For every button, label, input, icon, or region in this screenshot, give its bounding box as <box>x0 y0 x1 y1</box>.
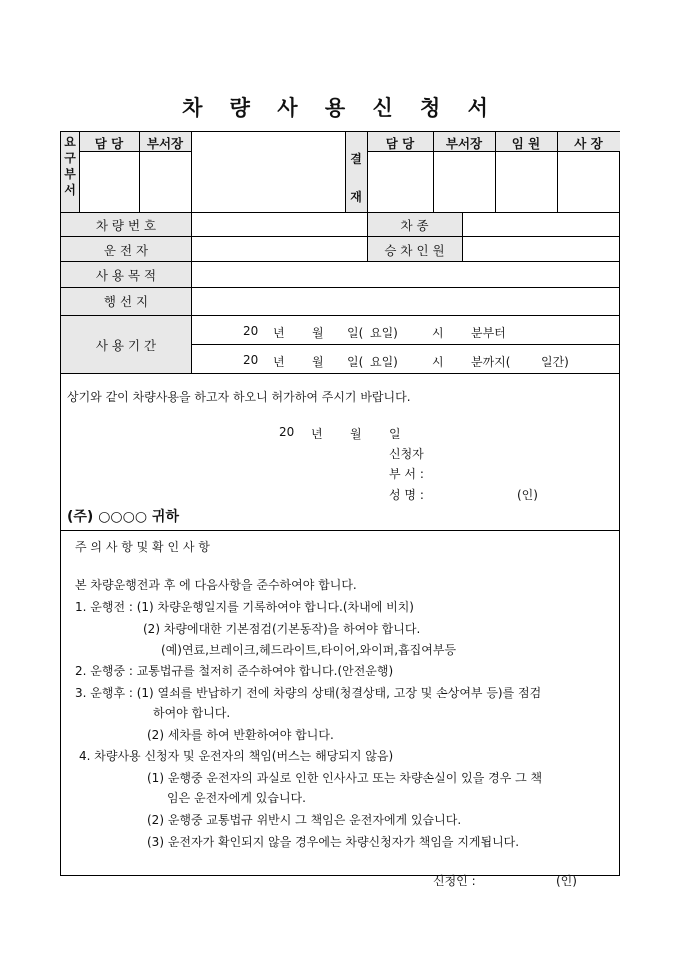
application-form <box>60 131 620 888</box>
note-line: (2) 세차를 하여 반환하여야 합니다. <box>147 728 334 742</box>
note-line: (예)연료,브레이크,헤드라이트,타이어,와이퍼,흡집여부등 <box>161 643 457 657</box>
note-line: (2) 차량에대한 기본점검(기본동작)을 하여야 합니다. <box>143 622 421 636</box>
notes-intro: 본 차량운행전과 후 에 다음사항을 준수하여야 합니다. <box>75 578 357 592</box>
note-line: 1. 운행전 : (1) 차량운행일지를 기록하여야 합니다.(차내에 비치) <box>75 600 414 614</box>
sign-box-req-head[interactable] <box>139 151 191 212</box>
sign-box-req-staff[interactable] <box>79 151 139 212</box>
request-date-d: 일 <box>389 427 401 441</box>
note-line: 4. 차량사용 신청자 및 운전자의 책임(버스는 해당되지 않음) <box>79 749 394 763</box>
requesting-dept-label: 요 구 부 서 <box>64 135 76 197</box>
sign-box-appr-staff[interactable] <box>367 151 433 212</box>
input-destination[interactable] <box>191 288 620 315</box>
approval-label: 결 재 <box>350 152 362 204</box>
label-period: 사 용 기 간 <box>95 338 157 353</box>
input-passengers[interactable] <box>462 237 620 261</box>
sign-box-appr-head[interactable] <box>433 151 495 212</box>
appr-role-head: 부서장 <box>445 136 483 151</box>
applicant-label: 신청자 <box>389 447 424 461</box>
period-from-row[interactable]: 20 년 월 일( 요일) 시 분부터 <box>243 324 506 340</box>
note-line: 임은 운전자에게 있습니다. <box>167 791 306 805</box>
label-purpose: 사 용 목 적 <box>95 268 157 283</box>
signer-label: 신청인 : <box>433 874 476 888</box>
signer-seal: (인) <box>556 874 577 888</box>
note-line: 하여야 합니다. <box>153 706 231 720</box>
sign-box-appr-exec[interactable] <box>495 151 557 212</box>
note-line: (3) 운전자가 확인되지 않을 경우에는 차량신청자가 책임을 지게됩니다. <box>147 835 520 849</box>
applicant-name-label: 성 명 : <box>389 488 424 502</box>
period-to-row[interactable]: 20 년 월 일( 요일) 시 분까지( 일간) <box>243 353 569 369</box>
note-line: (1) 운행중 운전자의 과실로 인한 인사사고 또는 차량손실이 있을 경우 그 책 <box>147 771 543 785</box>
label-vehicle-number: 차 량 번 호 <box>95 218 157 233</box>
req-role-staff: 담 당 <box>94 136 124 151</box>
applicant-seal: (인) <box>517 488 538 502</box>
appr-role-staff: 담 당 <box>385 136 415 151</box>
notes-heading: 주 의 사 항 및 확 인 사 항 <box>75 540 210 554</box>
request-date-y: 년 <box>311 427 323 441</box>
request-statement: 상기와 같이 차량사용을 하고자 하오니 허가하여 주시기 바랍니다. <box>67 390 411 404</box>
appr-role-exec: 임 원 <box>511 136 541 151</box>
input-purpose[interactable] <box>191 262 620 287</box>
label-destination: 행 선 지 <box>103 294 149 309</box>
input-driver[interactable] <box>191 237 367 261</box>
note-line: 2. 운행중 : 교통법규를 철저히 준수하여야 합니다.(안전운행) <box>75 664 394 678</box>
req-role-head: 부서장 <box>146 136 184 151</box>
note-line: 3. 운행후 : (1) 열쇠를 반납하기 전에 차량의 상태(청결상태, 고장 및 손상여부 등)를 점검 <box>75 686 542 700</box>
label-passengers: 승 차 인 원 <box>384 243 445 258</box>
input-vehicle-number[interactable] <box>191 213 367 236</box>
appr-role-ceo: 사 장 <box>574 136 603 151</box>
label-vehicle-type: 차 종 <box>400 218 429 233</box>
request-date-m: 월 <box>350 427 362 441</box>
input-vehicle-type[interactable] <box>462 213 620 236</box>
request-date-year: 20 <box>279 425 295 439</box>
sign-box-appr-ceo[interactable] <box>557 151 620 212</box>
addressee: (주) ○○○○ 귀하 <box>67 509 179 525</box>
label-driver: 운 전 자 <box>103 243 149 258</box>
applicant-dept-label: 부 서 : <box>389 467 424 481</box>
note-line: (2) 운행중 교통법규 위반시 그 책임은 운전자에게 있습니다. <box>147 813 462 827</box>
document-title: 차 량 사 용 신 청 서 <box>182 95 498 120</box>
